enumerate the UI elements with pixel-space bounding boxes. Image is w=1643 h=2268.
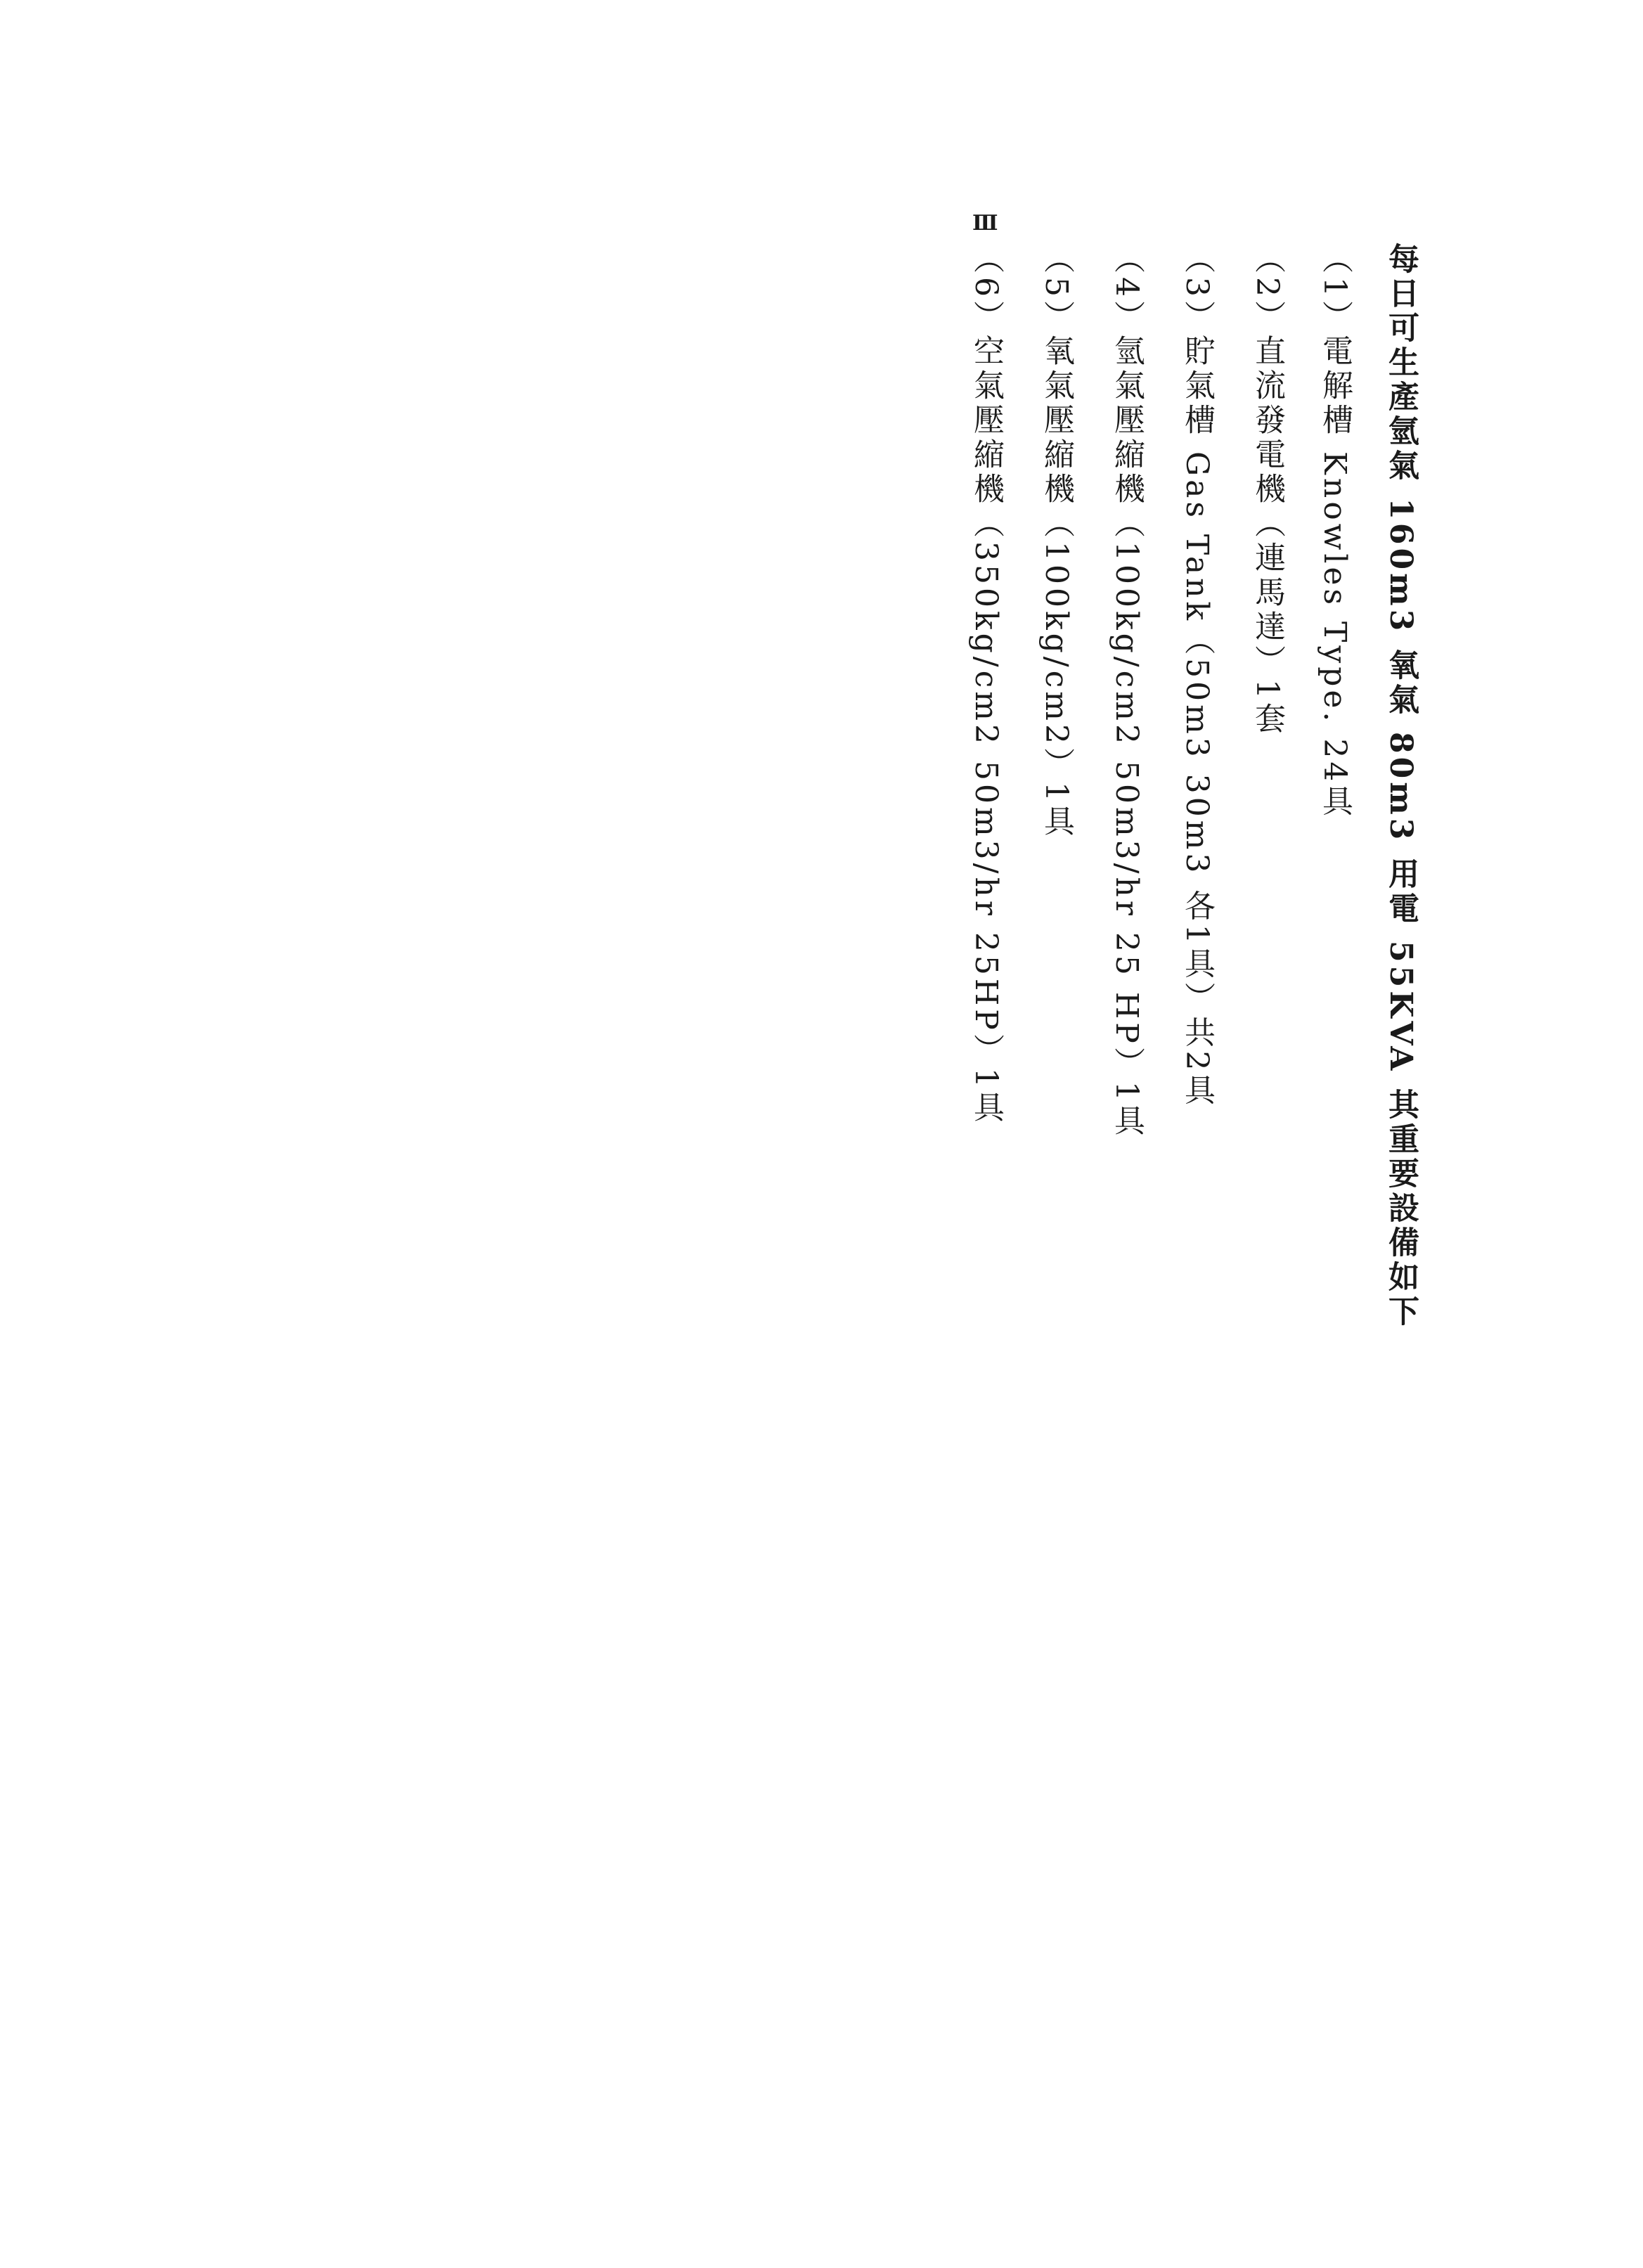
text-column-item-2: （2）直流發電機（連馬達）1套 bbox=[1249, 243, 1285, 737]
text-column-item-4: （4）氫氣壓縮機（100kg/cm2 50m3/hr 25 HP）1具 bbox=[1109, 243, 1145, 1139]
text-column-daily-output: 每日可生產氫氣 160m3 氧氣 80m3 用電 55KVA 其重要設備如下 bbox=[1383, 243, 1419, 1329]
section-numeral-iii: Ⅲ bbox=[972, 211, 1000, 236]
text-column-item-5: （5）氧氣壓縮機（100kg/cm2）1具 bbox=[1038, 243, 1074, 839]
text-column-item-6: （6）空氣壓縮機（350kg/cm2 50m3/hr 25HP）1具 bbox=[968, 243, 1004, 1126]
text-column-item-1: （1）電解槽 Knowles Type. 24具 bbox=[1317, 243, 1353, 820]
text-column-item-3: （3）貯氣槽 Gas Tank（50m3 30m3 各1具）共2具 bbox=[1179, 243, 1215, 1109]
